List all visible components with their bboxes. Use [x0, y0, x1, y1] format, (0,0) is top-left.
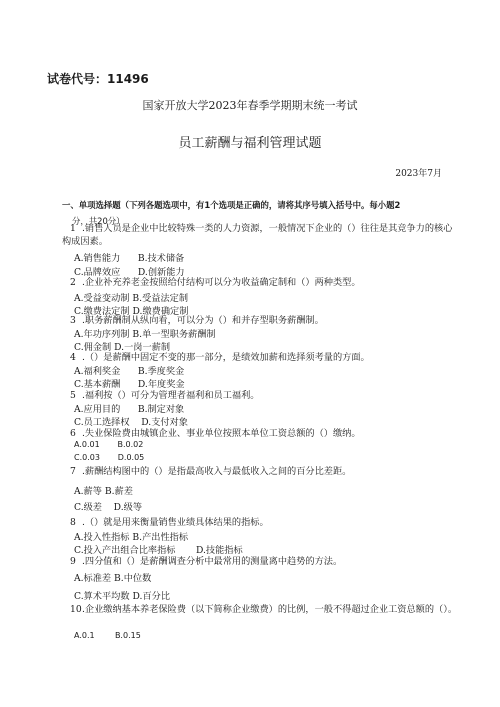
exam-title: 员工薪酬与福利管理试题 [178, 136, 322, 151]
question-text: .四分值和（）是薪酬调查分析中最常用的测量离中趋势的方法。 [82, 556, 343, 567]
question-text: .销售人员是企业中比较特殊一类的人力资源，一般情况下企业的（）往往是其竞争力的核心构成因素。 [62, 223, 453, 247]
question-number: 5 [70, 390, 76, 401]
question-2 [62, 276, 457, 289]
question-10-options-row-1: A.0.1 B.0.15 [74, 631, 141, 640]
question-text: .薪酬结构图中的（）是指最高收入与最低收入之间的百分比差距。 [82, 466, 352, 477]
question-number: 1 [70, 223, 76, 234]
exam-code: 试卷代号：11496 [47, 72, 149, 86]
question-text: .失业保险费由城镇企业、事业单位按照本单位工资总额的（）缴纳。 [82, 428, 361, 439]
question-9-options-row-2: C.算术平均数 D.百分比 [74, 591, 171, 602]
question-5-options-row-2: C.员工选择权 D.支付对象 [74, 417, 188, 428]
exam-school-line: 国家开放大学2023年春季学期期末统一考试 [142, 99, 358, 112]
section-heading-cont: 分，共20分） [72, 216, 125, 226]
question-number: 4 [70, 352, 76, 363]
question-text: .（）是薪酬中固定不变的那一部分，是绩效加薪和选择须考量的方面。 [82, 352, 370, 363]
question-number: 2 [70, 277, 76, 288]
question-3-options-row-2: C.佣金制 D.一岗一薪制 [74, 342, 171, 353]
question-number: 7 [70, 466, 76, 477]
question-8 [62, 516, 457, 529]
question-2-options-row-2: C.缴费法定制 D.缴费确定制 [74, 306, 189, 317]
exam-date: 2023年7月 [395, 169, 442, 179]
question-text: .福利按（）可分为管理者福利和员工福利。 [82, 390, 260, 401]
question-10 [62, 603, 457, 616]
question-number: 10 [70, 604, 82, 615]
question-9-options-row-1: A.标准差 B.中位数 [74, 573, 152, 584]
question-3-options-row-1: A.年功序列制 B.单一型职务薪酬制 [74, 329, 216, 340]
question-number: 3 [70, 315, 76, 326]
question-9 [62, 555, 457, 568]
question-1-options-row-2: C.品牌效应 D.创新能力 [74, 267, 185, 278]
question-4-options-row-2: C.基本薪酬 D.年度奖金 [74, 379, 185, 390]
question-7 [62, 465, 457, 478]
question-5-options-row-1: A.应用目的 B.制定对象 [74, 404, 185, 415]
question-8-options-row-1: A.投入性指标 B.产出性指标 [74, 532, 189, 543]
question-8-options-row-2: C.投入产出组合比率指标 D.技能指标 [74, 545, 243, 556]
question-text: .企业补充养老金按照给付结构可以分为收益确定制和（）两种类型。 [82, 277, 361, 288]
question-number: 8 [70, 517, 76, 528]
question-1-options-row-1: A.销售能力 B.技术储备 [74, 253, 185, 264]
question-4-options-row-1: A.福利奖金 B.季度奖金 [74, 366, 185, 377]
question-text: .（）就是用来衡量销售业绩具体结果的指标。 [82, 517, 269, 528]
question-7-options-row-1: A.薪等 B.薪差 [74, 486, 133, 497]
question-text: .企业缴纳基本养老保险费（以下简称企业缴费）的比例，一般不得超过企业工资总额的（）。 [82, 604, 458, 615]
question-number: 6 [70, 428, 76, 439]
question-7-options-row-2: C.级差 D.级等 [74, 502, 143, 513]
question-1 [62, 222, 457, 248]
question-6 [62, 427, 457, 440]
question-2-options-row-1: A.受益变动制 B.受益法定制 [74, 293, 189, 304]
question-6-options-row-2: C.0.03 D.0.05 [74, 453, 145, 462]
question-6-options-row-1: A.0.01 B.0.02 [74, 440, 144, 449]
question-number: 9 [70, 556, 76, 567]
section-heading-text: 一、单项选择题（下列各题选项中，有1个选项是正确的，请将其序号填入括号中。每小题2 [62, 200, 401, 210]
question-text: .职务薪酬制从纵向看，可以分为（）和并存型职务薪酬制。 [82, 315, 324, 326]
